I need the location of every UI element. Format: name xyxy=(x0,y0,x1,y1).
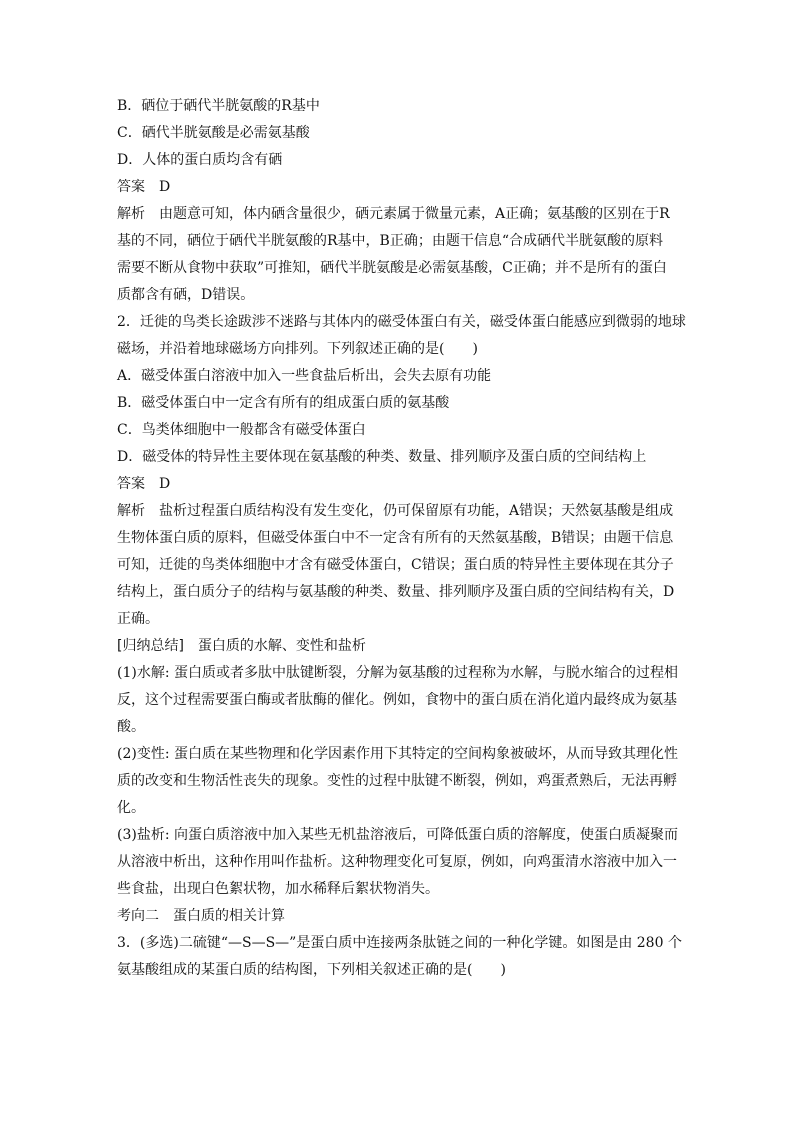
q2-stem-line: 2．迁徙的鸟类长途跋涉不迷路与其体内的磁受体蛋白有关，磁受体蛋白能感应到微弱的地球 xyxy=(117,314,686,330)
summary-item3-line: 从溶液中析出，这种作用叫作盐析。这种物理变化可复原，例如，向鸡蛋清水溶液中加入一 xyxy=(117,854,677,870)
q3-stem-line: 氨基酸组成的某蛋白质的结构图，下列相关叙述正确的是( ) xyxy=(117,962,506,978)
q1-analysis-line: 质都含有硒，D错误。 xyxy=(117,287,255,303)
q2-option-b: B．磁受体蛋白中一定含有所有的组成蛋白质的氨基酸 xyxy=(117,395,450,411)
q2-option-c: C．鸟类体细胞中一般都含有磁受体蛋白 xyxy=(117,422,366,438)
summary-item1-line: (1)水解: 蛋白质或者多肽中肽键断裂，分解为氨基酸的过程称为水解，与脱水缩合的过程相 xyxy=(117,665,678,681)
q2-analysis-line: 解析 盐析过程蛋白质结构没有发生变化，仍可保留原有功能，A错误；天然氨基酸是组成 xyxy=(117,503,674,519)
q1-analysis-line: 解析 由题意可知，体内硒含量很少，硒元素属于微量元素，A正确；氨基酸的区别在于R xyxy=(117,206,670,222)
q1-analysis-line: 基的不同，硒位于硒代半胱氨酸的R基中，B正确；由题干信息“合成硒代半胱氨酸的原料 xyxy=(117,233,663,249)
summary-item1-line: 反，这个过程需要蛋白酶或者肽酶的催化。例如，食物中的蛋白质在消化道内最终成为氨基 xyxy=(117,692,677,708)
summary-item2-line: 质的改变和生物活性丧失的现象。变性的过程中肽键不断裂，例如，鸡蛋煮熟后，无法再孵 xyxy=(117,773,677,789)
q2-option-d: D．磁受体的特异性主要体现在氨基酸的种类、数量、排列顺序及蛋白质的空间结构上 xyxy=(117,449,647,465)
summary-item3-line: (3)盐析: 向蛋白质溶液中加入某些无机盐溶液后，可降低蛋白质的溶解度，使蛋白质凝聚而 xyxy=(117,827,678,843)
summary-title: [归纳总结] 蛋白质的水解、变性和盐析 xyxy=(117,638,366,654)
summary-item1-line: 酸。 xyxy=(117,719,145,735)
q2-analysis-line: 正确。 xyxy=(117,611,159,627)
q1-answer: 答案 D xyxy=(117,179,171,195)
section-title: 考向二 蛋白质的相关计算 xyxy=(117,908,285,924)
q1-option-c: C．硒代半胱氨酸是必需氨基酸 xyxy=(117,125,310,141)
q1-option-d: D．人体的蛋白质均含有硒 xyxy=(117,152,283,168)
q3-stem-line: 3．(多选)二硫键“—S—S—”是蛋白质中连接两条肽链之间的一种化学键。如图是由 280 个 xyxy=(117,935,682,951)
q2-option-a: A．磁受体蛋白溶液中加入一些食盐后析出，会失去原有功能 xyxy=(117,368,492,384)
summary-item2-line: (2)变性: 蛋白质在某些物理和化学因素作用下其特定的空间构象被破坏，从而导致其理化性 xyxy=(117,746,678,762)
q2-analysis-line: 可知，迁徙的鸟类体细胞中才含有磁受体蛋白，C错误；蛋白质的特异性主要体现在其分子 xyxy=(117,557,674,573)
q2-answer: 答案 D xyxy=(117,476,171,492)
q2-analysis-line: 生物体蛋白质的原料，但磁受体蛋白中不一定含有所有的天然氨基酸，B错误；由题干信息 xyxy=(117,530,674,546)
q1-analysis-line: 需要不断从食物中获取”可推知，硒代半胱氨酸是必需氨基酸，C正确；并不是所有的蛋白 xyxy=(117,260,667,276)
q2-stem-line: 磁场，并沿着地球磁场方向排列。下列叙述正确的是( ) xyxy=(117,341,478,357)
q1-option-b: B．硒位于硒代半胱氨酸的R基中 xyxy=(117,98,320,114)
summary-item2-line: 化。 xyxy=(117,800,145,816)
q2-analysis-line: 结构上，蛋白质分子的结构与氨基酸的种类、数量、排列顺序及蛋白质的空间结构有关，D xyxy=(117,584,675,600)
summary-item3-line: 些食盐，出现白色絮状物，加水稀释后絮状物消失。 xyxy=(117,881,439,897)
